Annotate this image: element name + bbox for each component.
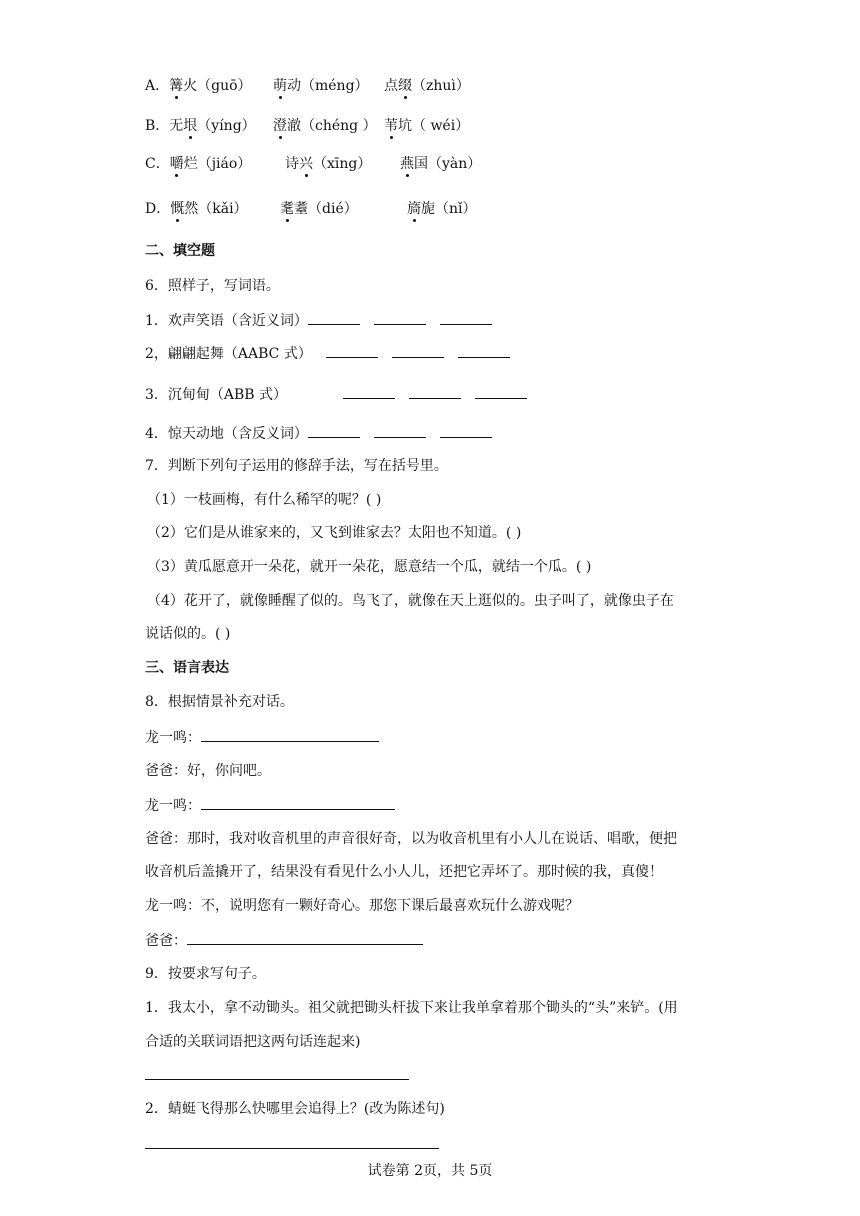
q9-item-1-cont: 合适的关联词语把这两句话连起来) xyxy=(145,1034,361,1050)
dialogue-line-5: 龙一鸣：不，说明您有一颗好奇心。那您下课后最喜欢玩什么游戏呢？ xyxy=(145,898,579,914)
option-b-word2: 澄澈（chéng ） xyxy=(273,118,377,134)
option-d-word3: 旖旎（nǐ） xyxy=(407,201,477,217)
option-a-word3: 点缀（zhuì） xyxy=(384,78,470,94)
answer-line[interactable] xyxy=(145,1079,409,1080)
answer-blank[interactable] xyxy=(308,423,360,438)
dialogue-line-1: 龙一鸣： xyxy=(145,727,379,748)
answer-blank[interactable] xyxy=(187,930,423,945)
section-heading-fill-in: 二、填空题 xyxy=(145,243,215,259)
option-d-word2: 耄耋（dié） xyxy=(280,201,358,217)
section-heading-expression: 三、语言表达 xyxy=(145,660,229,676)
option-a xyxy=(145,76,252,96)
q6-item-2: 2，翩翩起舞（AABC 式） xyxy=(145,343,524,364)
answer-blank[interactable] xyxy=(343,384,395,399)
question-6-title: 6．照样子，写词语。 xyxy=(145,278,280,294)
option-d: D．慨然（kǎi） xyxy=(145,201,248,217)
question-8-title: 8．根据情景补充对话。 xyxy=(145,694,294,710)
option-word: 篝火 xyxy=(169,78,198,94)
option-b-word3: 苇坑（ wéi） xyxy=(384,118,470,134)
page-footer: 试卷第 2页，共 5页 xyxy=(367,1163,493,1179)
option-c: C．嚼烂（jiáo） xyxy=(145,156,252,172)
q9-item-2: 2．蜻蜓飞得那么快哪里会追得上？(改为陈述句) xyxy=(145,1101,445,1117)
dialogue-line-4-cont: 收音机后盖撬开了，结果没有看见什么小人儿，还把它弄坏了。那时候的我，真傻！ xyxy=(145,864,663,880)
option-c-word3: 燕国（yàn） xyxy=(400,156,482,172)
answer-blank[interactable] xyxy=(440,423,492,438)
q6-item-4: 4．惊天动地（含反义词） xyxy=(145,423,506,444)
q7-sentence-1: （1）一枝画梅，有什么稀罕的呢？( ) xyxy=(147,492,382,508)
dialogue-line-2: 爸爸：好，你问吧。 xyxy=(145,763,271,779)
dialogue-line-4: 爸爸：那时，我对收音机里的声音很好奇，以为收音机里有小人儿在说话、唱歌，便把 xyxy=(145,831,677,847)
answer-blank[interactable] xyxy=(392,343,444,358)
q9-item-1: 1．我太小，拿不动锄头。祖父就把锄头杆拔下来让我单拿着那个锄头的“头”来铲。(用 xyxy=(145,1000,678,1016)
q7-sentence-4-cont: 说话似的。( ) xyxy=(145,626,231,642)
question-7-title: 7．判断下列句子运用的修辞手法，写在括号里。 xyxy=(145,458,448,474)
answer-blank[interactable] xyxy=(409,384,461,399)
answer-blank[interactable] xyxy=(458,343,510,358)
answer-blank[interactable] xyxy=(201,727,379,742)
answer-blank[interactable] xyxy=(326,343,378,358)
dialogue-line-6: 爸爸： xyxy=(145,930,423,951)
answer-blank[interactable] xyxy=(374,310,426,325)
answer-blank[interactable] xyxy=(374,423,426,438)
option-a-word2: 萌动（méng） xyxy=(273,78,369,94)
answer-line[interactable] xyxy=(145,1148,439,1149)
option-c-word2: 诗兴（xīng） xyxy=(285,156,372,172)
q6-item-1: 1．欢声笑语（含近义词） xyxy=(145,310,506,331)
q6-item-3: 3．沉甸甸（ABB 式） xyxy=(145,384,541,405)
q7-sentence-4: （4）花开了，就像睡醒了似的。鸟飞了，就像在天上逛似的。虫子叫了，就像虫子在 xyxy=(147,593,674,609)
answer-blank[interactable] xyxy=(201,795,395,810)
pinyin: （guō） xyxy=(197,78,252,94)
answer-blank[interactable] xyxy=(475,384,527,399)
option-letter: A． xyxy=(145,78,170,94)
answer-blank[interactable] xyxy=(440,310,492,325)
question-9-title: 9．按要求写句子。 xyxy=(145,966,266,982)
answer-blank[interactable] xyxy=(308,310,360,325)
option-b: B．无垠（yíng） xyxy=(145,118,256,134)
dialogue-line-3: 龙一鸣： xyxy=(145,795,395,816)
q7-sentence-2: （2）它们是从谁家来的，又飞到谁家去？太阳也不知道。( ) xyxy=(147,525,522,541)
q7-sentence-3: （3）黄瓜愿意开一朵花，就开一朵花，愿意结一个瓜，就结一个瓜。( ) xyxy=(147,559,592,575)
